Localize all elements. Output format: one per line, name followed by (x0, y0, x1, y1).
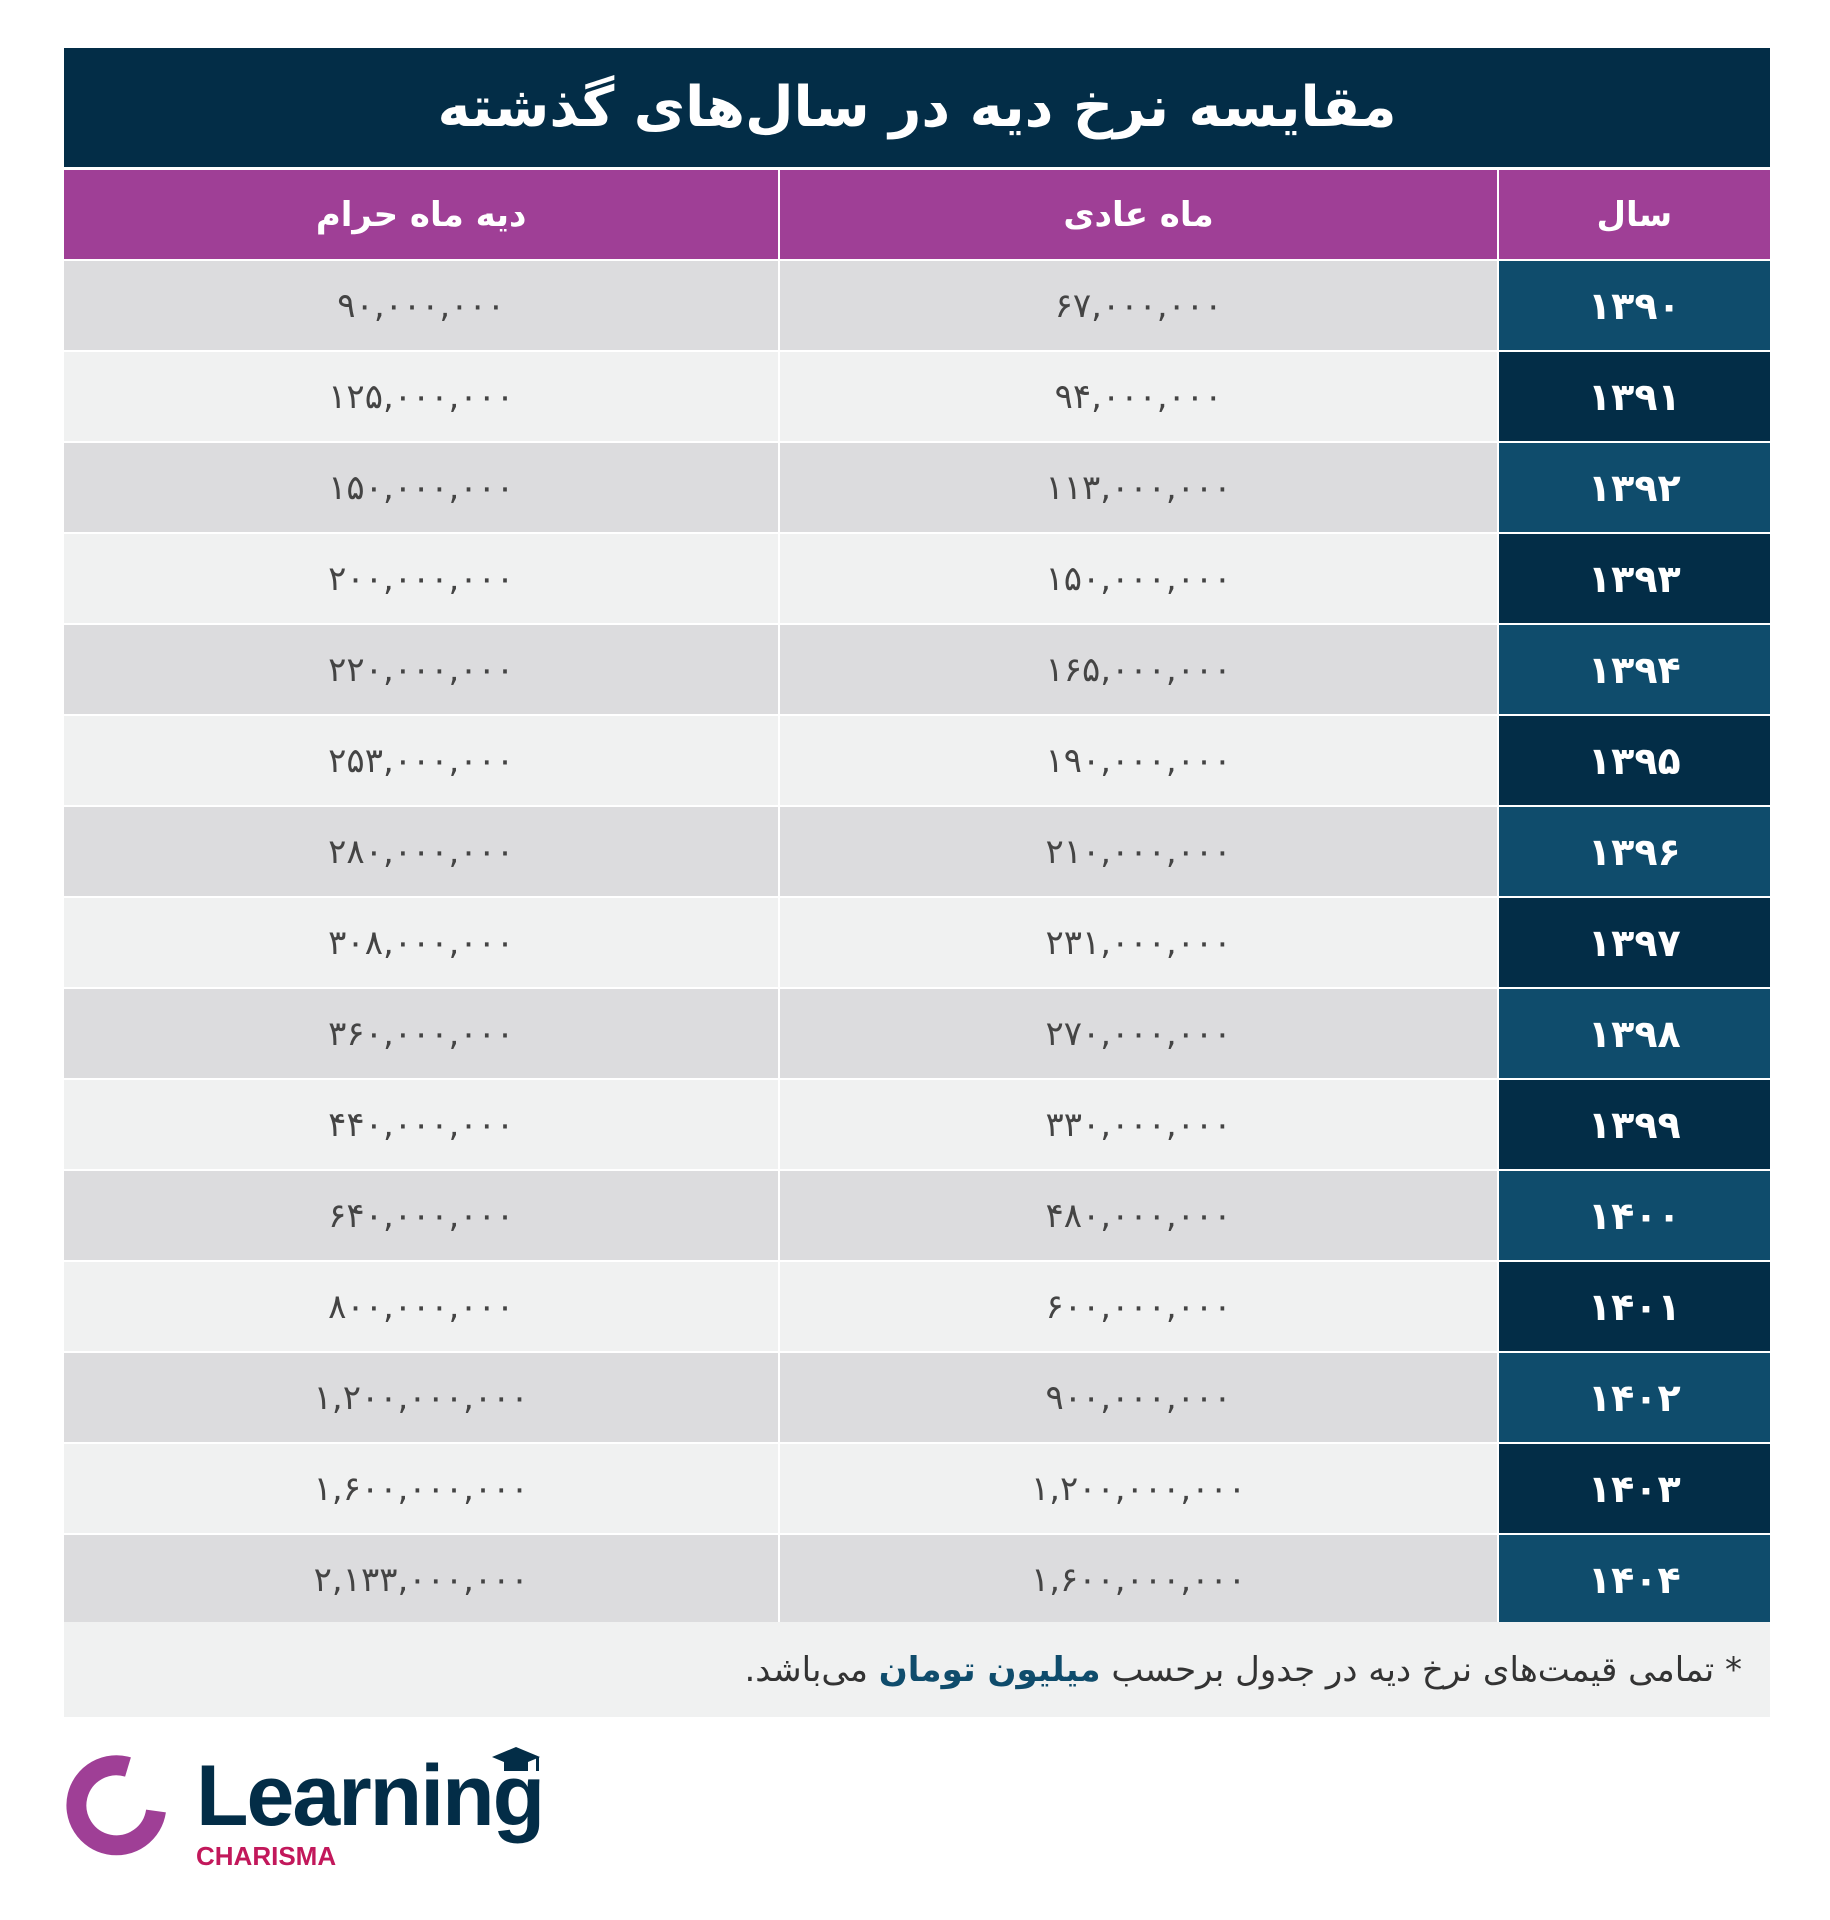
cell-haram-month: ۸۰۰,۰۰۰,۰۰۰ (64, 1262, 780, 1351)
cell-normal-month: ۱۱۳,۰۰۰,۰۰۰ (780, 443, 1498, 532)
cell-haram-month: ۱۲۵,۰۰۰,۰۰۰ (64, 352, 780, 441)
table-row (64, 987, 1770, 1078)
table-header-row (64, 170, 1770, 259)
cell-normal-month: ۹۰۰,۰۰۰,۰۰۰ (780, 1353, 1498, 1442)
cell-year: ۱۳۹۵ (1499, 716, 1770, 805)
header-year: سال (1596, 194, 1673, 235)
cell-haram-month: ۱۵۰,۰۰۰,۰۰۰ (64, 443, 780, 532)
logo-wordmark: Learning (196, 1748, 544, 1844)
table-row (64, 896, 1770, 987)
table-title: مقایسه نرخ دیه در سال‌های گذشته (437, 75, 1397, 140)
table-row (64, 441, 1770, 532)
cell-normal-month: ۶۷,۰۰۰,۰۰۰ (780, 261, 1498, 350)
cell-haram-month: ۳۶۰,۰۰۰,۰۰۰ (64, 989, 780, 1078)
cell-normal-month: ۲۱۰,۰۰۰,۰۰۰ (780, 807, 1498, 896)
cell-year: ۱۴۰۱ (1499, 1262, 1770, 1351)
cell-year: ۱۴۰۳ (1499, 1444, 1770, 1533)
header-normal-month: ماه عادی (780, 170, 1498, 259)
cell-year: ۱۴۰۴ (1499, 1535, 1770, 1624)
cell-normal-month: ۱,۲۰۰,۰۰۰,۰۰۰ (780, 1444, 1498, 1533)
cell-haram-month: ۱,۲۰۰,۰۰۰,۰۰۰ (64, 1353, 780, 1442)
table-title-bar (64, 48, 1770, 167)
logo-subtitle: CHARISMA (196, 1841, 337, 1871)
table-row (64, 259, 1770, 350)
footnote-highlight: میلیون تومان (878, 1649, 1101, 1690)
cell-year: ۱۳۹۸ (1499, 989, 1770, 1078)
cell-haram-month: ۱,۶۰۰,۰۰۰,۰۰۰ (64, 1444, 780, 1533)
footnote-text (744, 1650, 1742, 1690)
table-row (64, 1078, 1770, 1169)
table-row (64, 1533, 1770, 1624)
cell-normal-month: ۳۳۰,۰۰۰,۰۰۰ (780, 1080, 1498, 1169)
cell-normal-month: ۱۹۰,۰۰۰,۰۰۰ (780, 716, 1498, 805)
cell-normal-month: ۶۰۰,۰۰۰,۰۰۰ (780, 1262, 1498, 1351)
table-row (64, 714, 1770, 805)
header-haram-month: دیه ماه حرام (64, 170, 780, 259)
cell-normal-month: ۱۶۵,۰۰۰,۰۰۰ (780, 625, 1498, 714)
footnote (64, 1622, 1770, 1717)
cell-normal-month: ۱,۶۰۰,۰۰۰,۰۰۰ (780, 1535, 1498, 1624)
cell-normal-month: ۲۳۱,۰۰۰,۰۰۰ (780, 898, 1498, 987)
cell-year: ۱۳۹۰ (1499, 261, 1770, 350)
cell-year: ۱۳۹۴ (1499, 625, 1770, 714)
cell-year: ۱۳۹۹ (1499, 1080, 1770, 1169)
footnote-prefix: * تمامی قیمت‌های نرخ دیه در جدول برحسب (1100, 1649, 1742, 1690)
table-row (64, 805, 1770, 896)
table-row (64, 623, 1770, 714)
cell-haram-month: ۲۸۰,۰۰۰,۰۰۰ (64, 807, 780, 896)
cell-normal-month: ۹۴,۰۰۰,۰۰۰ (780, 352, 1498, 441)
cell-haram-month: ۲۵۳,۰۰۰,۰۰۰ (64, 716, 780, 805)
cell-year: ۱۴۰۲ (1499, 1353, 1770, 1442)
cell-haram-month: ۲,۱۳۳,۰۰۰,۰۰۰ (64, 1535, 780, 1624)
cell-year: ۱۳۹۶ (1499, 807, 1770, 896)
table-row (64, 350, 1770, 441)
cell-haram-month: ۶۴۰,۰۰۰,۰۰۰ (64, 1171, 780, 1260)
cell-haram-month: ۲۲۰,۰۰۰,۰۰۰ (64, 625, 780, 714)
cell-haram-month: ۴۴۰,۰۰۰,۰۰۰ (64, 1080, 780, 1169)
footnote-suffix: می‌باشد. (744, 1649, 879, 1690)
logo-ring-icon (58, 1749, 168, 1869)
cell-year: ۱۳۹۷ (1499, 898, 1770, 987)
diyeh-rate-table (64, 170, 1770, 1624)
cell-haram-month: ۹۰,۰۰۰,۰۰۰ (64, 261, 780, 350)
cell-year: ۱۳۹۲ (1499, 443, 1770, 532)
cell-year: ۱۳۹۱ (1499, 352, 1770, 441)
table-row (64, 1442, 1770, 1533)
cell-normal-month: ۴۸۰,۰۰۰,۰۰۰ (780, 1171, 1498, 1260)
cell-year: ۱۳۹۳ (1499, 534, 1770, 623)
cell-normal-month: ۲۷۰,۰۰۰,۰۰۰ (780, 989, 1498, 1078)
cell-normal-month: ۱۵۰,۰۰۰,۰۰۰ (780, 534, 1498, 623)
cell-haram-month: ۲۰۰,۰۰۰,۰۰۰ (64, 534, 780, 623)
cell-year: ۱۴۰۰ (1499, 1171, 1770, 1260)
table-row (64, 1260, 1770, 1351)
table-row (64, 1169, 1770, 1260)
table-row (64, 532, 1770, 623)
cell-haram-month: ۳۰۸,۰۰۰,۰۰۰ (64, 898, 780, 987)
table-row (64, 1351, 1770, 1442)
table-body (64, 259, 1770, 1624)
learning-charisma-logo (58, 1745, 558, 1875)
